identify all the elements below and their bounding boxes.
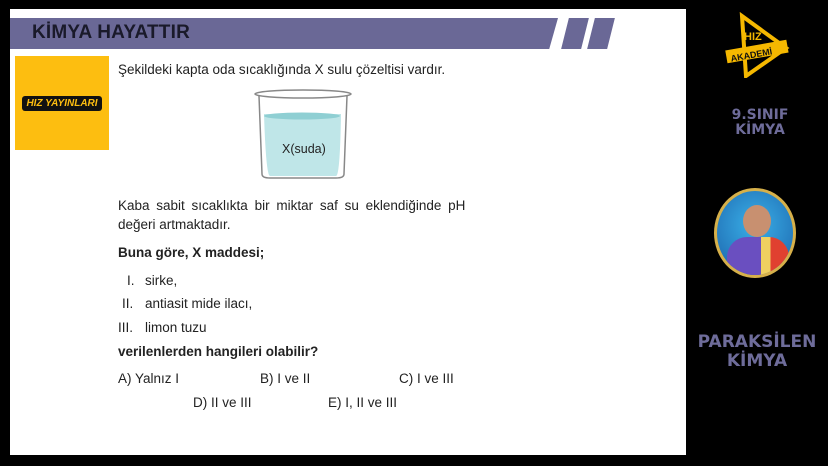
list-item: antiasit mide ilacı,: [145, 296, 253, 311]
question-stem: değeri artmaktadır.: [118, 217, 231, 232]
svg-text:HIZ: HIZ: [744, 31, 762, 43]
option-c[interactable]: C) I ve III: [399, 371, 454, 386]
option-b[interactable]: B) I ve II: [260, 371, 311, 386]
option-a[interactable]: A) Yalnız I: [118, 371, 180, 386]
grade-line: 9.SINIF: [731, 107, 789, 123]
grade-label: [700, 108, 820, 139]
grade-line: KİMYA: [735, 122, 785, 139]
option-d[interactable]: D) II ve III: [193, 395, 252, 410]
question-prompt: Buna göre, X maddesi;: [118, 245, 265, 260]
item-number: I.: [127, 273, 135, 288]
beaker-label: X(suda): [282, 142, 326, 156]
course-title-line: PARAKSİLEN: [697, 332, 817, 352]
question-ask: verilenlerden hangileri olabilir?: [118, 344, 319, 359]
hiz-akademi-logo: [722, 12, 794, 78]
teacher-avatar: [714, 188, 796, 278]
liquid-surface: [264, 113, 340, 120]
course-title: [686, 333, 828, 370]
option-e[interactable]: E) I, II ve III: [328, 395, 398, 410]
list-item: limon tuzu: [145, 320, 207, 335]
question-intro: Şekildeki kapta oda sıcaklığında X sulu çözeltisi vardır.: [118, 62, 446, 77]
item-number: III.: [118, 320, 134, 335]
course-title-line: KİMYA: [726, 350, 788, 371]
page-title: KİMYA HAYATTIR: [32, 22, 191, 43]
beaker-rim: [255, 90, 351, 98]
beaker-figure: [250, 86, 355, 181]
list-item: sirke,: [145, 273, 178, 288]
svg-text:AKADEMİ: AKADEMİ: [729, 46, 773, 64]
item-number: II.: [122, 296, 134, 311]
question-stem: Kaba sabit sıcaklıkta bir miktar saf su eklendiğinde pH: [118, 198, 466, 213]
publisher-logo: [15, 56, 109, 150]
logo-text: HIZ YAYINLARI: [22, 96, 101, 111]
